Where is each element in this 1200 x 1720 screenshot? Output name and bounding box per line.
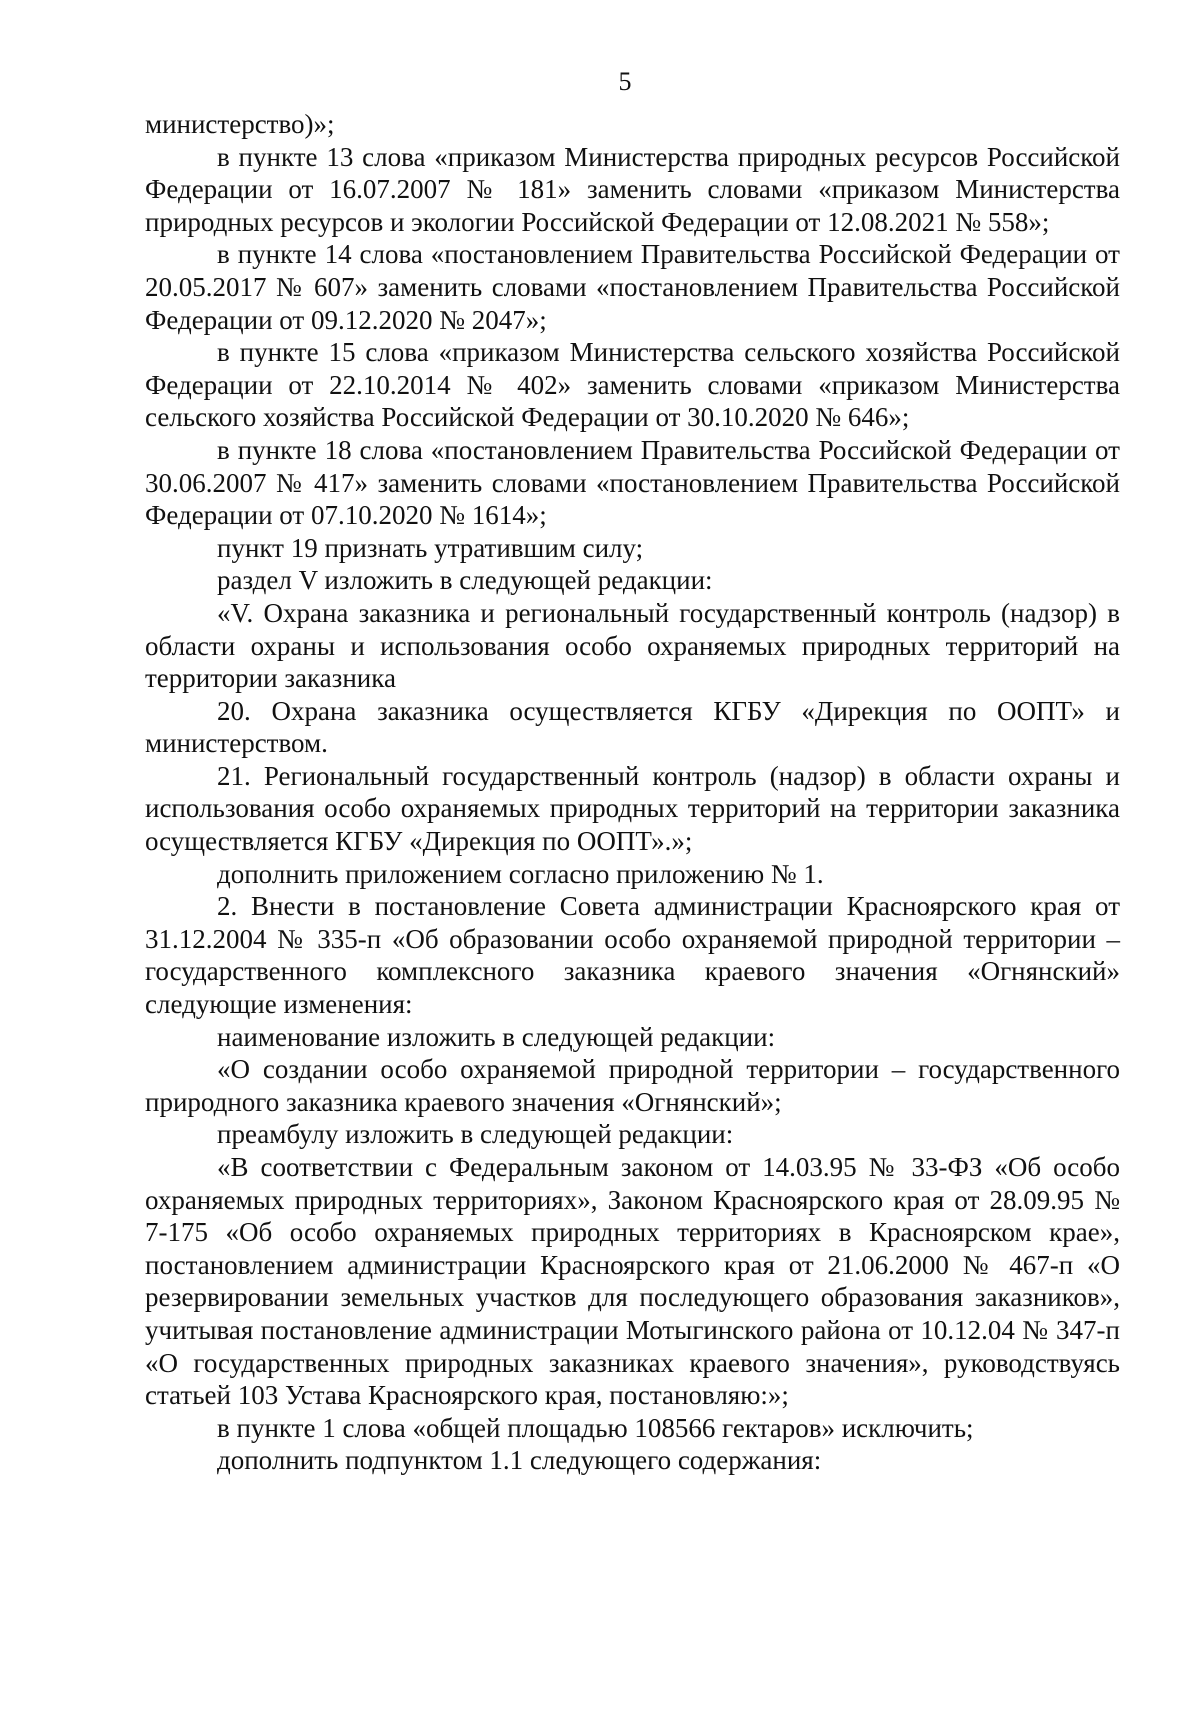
paragraph: 2. Внести в постановление Совета администрации Красноярского края от 31.12.2004 № 335-п «Об образовании особо охраняемой природной территории – государственного комплексного заказника краевого значения «Огнянский» следующие изменения: [145,891,1120,1020]
paragraph: пункт 19 признать утратившим силу; [217,532,644,563]
paragraph: раздел V изложить в следующей редакции: [217,565,713,596]
paragraph: дополнить приложением согласно приложению № 1. [217,858,824,889]
paragraph: преамбулу изложить в следующей редакции: [217,1119,734,1150]
paragraph: «В соответствии с Федеральным законом от 14.03.95 № 33-ФЗ «Об особо охраняемых природных территориях», Законом Красноярского края от 28.09.95 № 7-175 «Об особо охраняемых природных территориях в Красноярском крае», постановлением администрации Красноярского края от 21.06.2000 № 467-п «О резервировании земельных участков для последующего образования заказников», учитывая постановление администрации Мотыгинского района от 10.12.04 № 347-п «О государственных природных заказниках краевого значения», руководствуясь статьей 103 Устава Красноярского края, постановляю:»; [145,1152,1120,1411]
page-number: 5 [618,67,632,96]
paragraph: в пункте 13 слова «приказом Министерства природных ресурсов Российской Федерации от 16.07.2007 № 181» заменить словами «приказом Министерства природных ресурсов и экологии Российской Федерации от 12.08.2021 № 558»; [145,141,1120,237]
paragraph: в пункте 18 слова «постановлением Правительства Российской Федерации от 30.06.2007 № 417» заменить словами «постановлением Правительства Российской Федерации от 07.10.2020 № 1614»; [145,434,1120,531]
paragraph: министерство)»; [145,109,335,139]
paragraph: в пункте 1 слова «общей площадью 108566 гектаров» исключить; [217,1412,974,1443]
paragraph: в пункте 15 слова «приказом Министерства сельского хозяйства Российской Федерации от 22.10.2014 № 402» заменить словами «приказом Министерства сельского хозяйства Российской Федерации от 30.10.2020 № 646»; [145,337,1120,433]
paragraph: в пункте 14 слова «постановлением Правительства Российской Федерации от 20.05.2017 № 607» заменить словами «постановлением Правительства Российской Федерации от 09.12.2020 № 2047»; [145,239,1120,335]
paragraph: 21. Региональный государственный контроль (надзор) в области охраны и использования особо охраняемых природных территорий на территории заказника осуществляется КГБУ «Дирекция по ООПТ».»; [145,760,1120,857]
paragraph: наименование изложить в следующей редакции: [217,1021,776,1052]
paragraph: дополнить подпунктом 1.1 следующего содержания: [217,1445,822,1476]
document-body [145,108,1120,1477]
paragraph: 20. Охрана заказника осуществляется КГБУ «Дирекция по ООПТ» и министерством. [145,695,1120,759]
section-heading-quote: «V. Охрана заказника и региональный государственный контроль (надзор) в области охраны и использования особо охраняемых природных территорий на территории заказника [145,597,1120,694]
paragraph: «О создании особо охраняемой природной территории – государственного природного заказника краевого значения «Огнянский»; [145,1054,1120,1117]
